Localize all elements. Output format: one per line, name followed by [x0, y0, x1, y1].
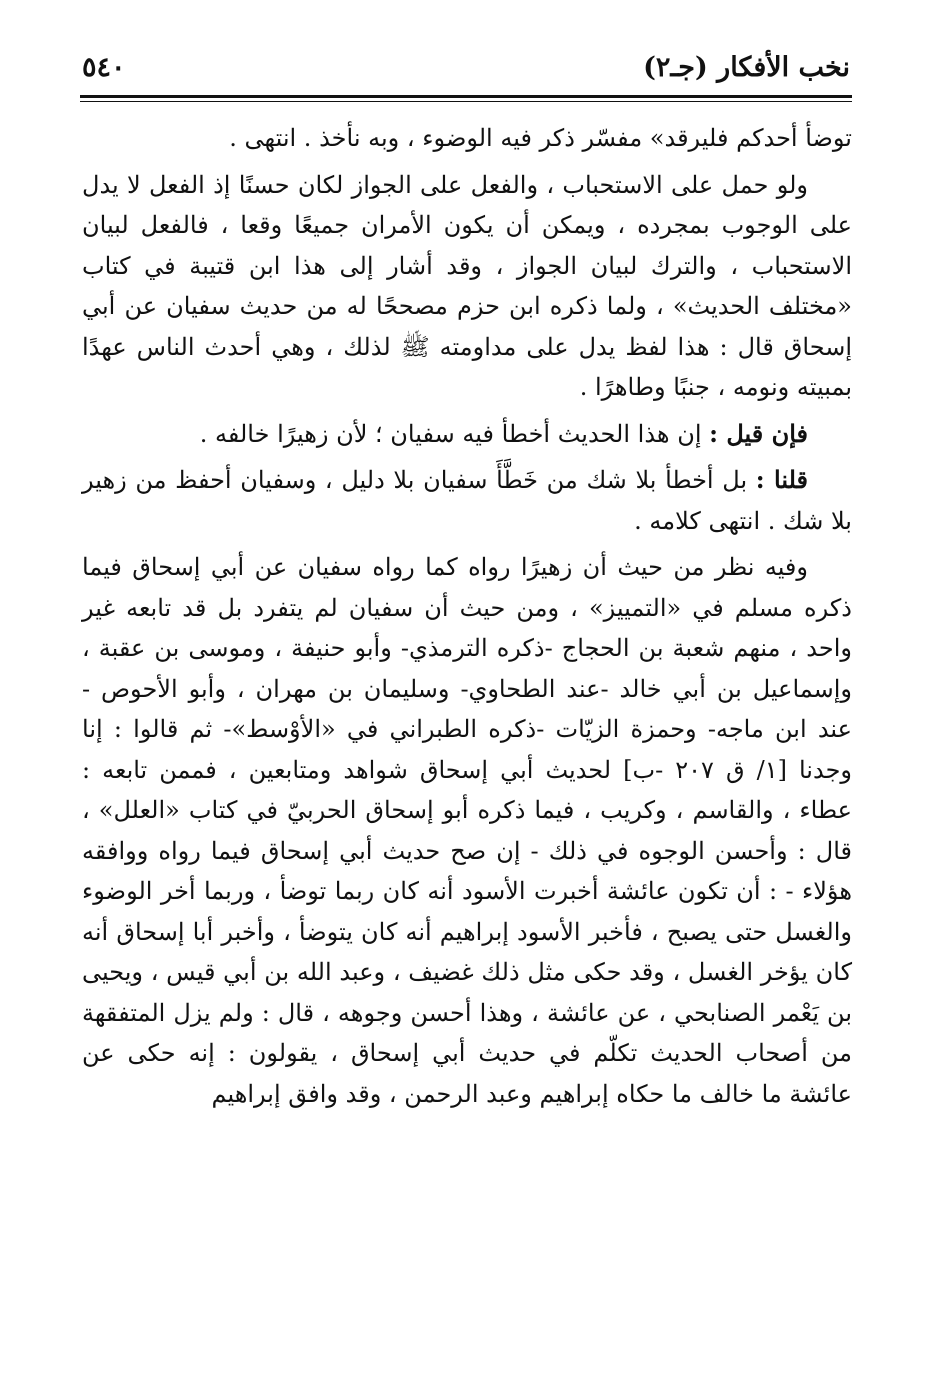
running-header: [82, 50, 850, 96]
page-body: [82, 118, 852, 1114]
paragraph: ولو حمل على الاستحباب ، والفعل على الجواز لكان حسنًا إذ الفعل لا يدل على الوجوب بمجرده ، ويمكن أن يكون الأمران جميعًا وقعا ، فالفعل لبيان الاستحباب ، والترك لبيان الجواز ، وقد أشار إلى هذا ابن قتيبة في كتاب «مختلف الحديث» ، ولما ذكره ابن حزم مصححًا له من حديث سفيان عن أبي إسحاق قال : هذا لفظ يدل على مداومته ﷺ لذلك ، وهي أحدث الناس عهدًا بمبيته ونومه ، جنبًا وطاهرًا .: [82, 170, 852, 401]
page-number: ٥٤٠: [82, 52, 126, 83]
response-text: بل أخطأ بلا شك من خَطَّأَ سفيان بلا دليل ، وسفيان أحفظ من زهير بلا شك . انتهى كلامه .: [82, 466, 852, 535]
objection-label: فإن قيل :: [709, 418, 808, 448]
objection-text: إن هذا الحديث أخطأ فيه سفيان ؛ لأن زهيرًا خالفه .: [199, 419, 710, 448]
paragraph-continuation: توضأ أحدكم فليرقد» مفسّر ذكر فيه الوضوء ، وبه نأخذ . انتهى .: [229, 124, 852, 152]
paragraph-response: [82, 460, 852, 541]
header-rule-thin: [80, 101, 852, 102]
header-rule-thick: [80, 95, 852, 98]
paragraph-objection: [82, 414, 852, 455]
paragraph: وفيه نظر من حيث أن زهيرًا رواه كما رواه سفيان عن أبي إسحاق فيما ذكره مسلم في «التمييز» ، ومن حيث أن سفيان لم يتفرد بل قد تابعه غير واحد ، منهم شعبة بن الحجاج -ذكره الترمذي- وأبو حنيفة ، وموسى بن عقبة ، وإسماعيل بن أبي خالد -عند الطحاوي- وسليمان بن مهران ، وأبو الأحوص - عند ابن ماجه- وحمزة الزيّات -ذكره الطبراني في «الأوْسط»- ثم قالوا : إنا وجدنا [١/ ق ٢٠٧ -ب] لحديث أبي إسحاق شواهد ومتابعين ، فممن تابعه : عطاء ، والقاسم ، وكريب ، فيما ذكره أبو إسحاق الحربيّ في كتاب «العلل» ، قال : وأحسن الوجوه في ذلك - إن صح حديث أبي إسحاق فيما رواه ووافقه هؤلاء - : أن تكون عائشة أخبرت الأسود أنه كان ربما توضأ ، وربما أخر الوضوء والغسل حتى يصبح ، فأخبر الأسود إبراهيم أنه كان يتوضأ ، وأخبر أبا إسحاق أنه كان يؤخر الغسل ، وقد حكى مثل ذلك غضيف ، وعبد الله بن أبي قيس ، ويحيى بن يَعْمر الصنابحي ، عن عائشة ، وهذا أحسن وجوهه ، قال : ولم يزل المتفقهة من أصحاب الحديث تكلّم في حديث أبي إسحاق ، يقولون : إنه حكى عن عائشة ما خالف ما حكاه إبراهيم وعبد الرحمن ، وقد وافق إبراهيم: [82, 553, 853, 1108]
response-label: قلنا :: [755, 465, 808, 494]
running-title: نخب الأفكار (جـ٢): [643, 52, 850, 83]
